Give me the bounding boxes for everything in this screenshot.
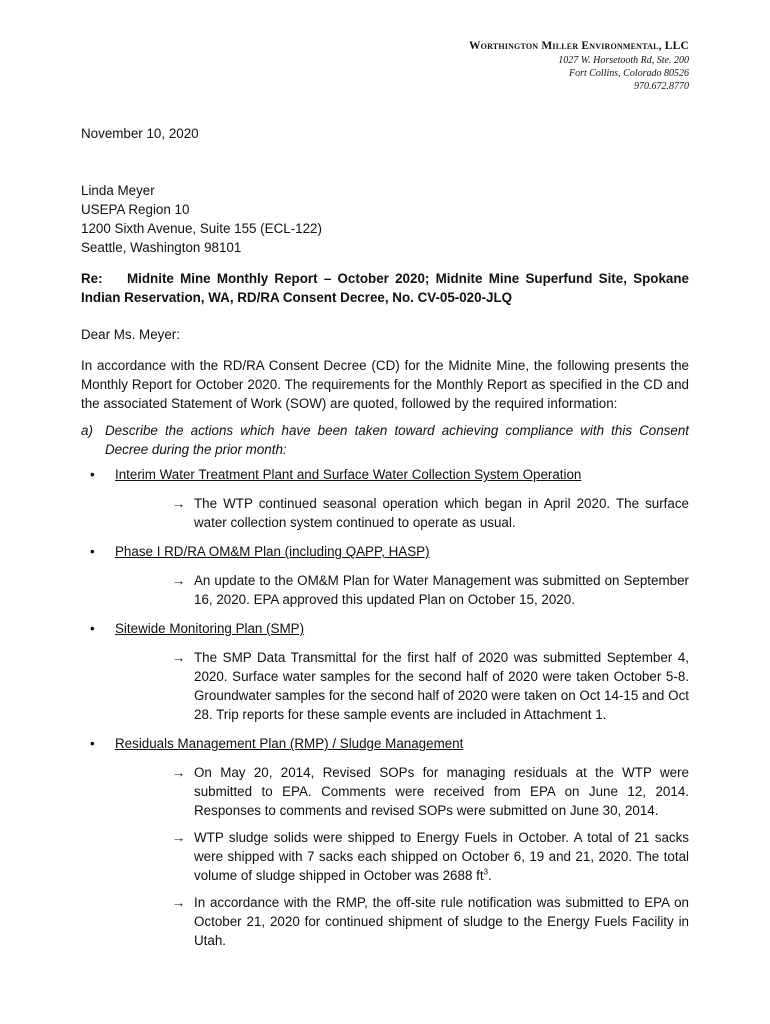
sub-item (115, 571, 689, 609)
bullet-icon: • (90, 467, 95, 482)
company-address-line-1: 1027 W. Horsetooth Rd, Ste. 200 (558, 55, 689, 66)
subject-label: Re: (81, 271, 103, 286)
sentence-end: . (488, 868, 492, 883)
sub-item-text: An update to the OM&M Plan for Water Management was submitted on September 16, 2020. EPA approved this updated Plan on October 15, 2020. (194, 573, 689, 607)
bullet-sub-items (115, 571, 689, 609)
bullet-item (81, 619, 689, 724)
recipient-street: 1200 Sixth Avenue, Suite 155 (ECL-122) (81, 221, 322, 236)
bullet-icon: • (90, 544, 95, 559)
bullet-icon: • (90, 736, 95, 751)
company-address-line-2: Fort Collins, Colorado 80526 (568, 68, 689, 79)
bullet-icon: • (90, 621, 95, 636)
subject-text: Midnite Mine Monthly Report – October 2020; Midnite Mine Superfund Site, Spokane Indian Reservation, WA, RD/RA Consent Decree, No. CV-05-020-JLQ (81, 271, 689, 305)
sub-item-text: On May 20, 2014, Revised SOPs for managing residuals at the WTP were submitted to EPA. Comments were received from EPA on June 12, 2014. Responses to comments and revised SOPs were submitted on June 30, 2014. (194, 765, 689, 818)
section-a-text: Describe the actions which have been taken toward achieving compliance with this Consent Decree during the prior month: (105, 423, 689, 457)
letter-date: November 10, 2020 (81, 126, 199, 141)
superscript-3: 3 (483, 867, 489, 877)
arrow-icon: → (172, 650, 186, 665)
company-name: Worthington Miller Environmental, LLC (468, 40, 689, 52)
bullet-title: Residuals Management Plan (RMP) / Sludge Management (115, 736, 464, 751)
arrow-icon: → (172, 895, 186, 910)
arrow-icon: → (172, 496, 186, 511)
sub-item (115, 893, 689, 950)
sub-item (115, 648, 689, 724)
bullet-title: Phase I RD/RA OM&M Plan (including QAPP, HASP) (115, 544, 430, 559)
sub-item-text: The SMP Data Transmittal for the first half of 2020 was submitted September 4, 2020. Surface water samples for the second half of 2020 were taken October 5-8. Groundwater samples for the second half of 2020 were taken on Oct 14-15 and Oct 28. Trip reports for these sample events are included in Attachment 1. (194, 650, 689, 722)
report-bullet-list (81, 465, 689, 950)
sub-item-text: In accordance with the RMP, the off-site rule notification was submitted to EPA on October 21, 2020 for continued shipment of sludge to the Energy Fuels Facility in Utah. (194, 895, 689, 948)
arrow-icon: → (172, 573, 186, 588)
section-a-heading (81, 421, 689, 459)
arrow-icon: → (172, 765, 186, 780)
bullet-sub-items (115, 648, 689, 724)
bullet-item (81, 542, 689, 609)
sub-item (115, 494, 689, 532)
company-phone: 970.672.8770 (634, 81, 689, 92)
subject-line (81, 269, 689, 307)
arrow-icon: → (172, 830, 186, 845)
recipient-address (81, 181, 689, 257)
bullet-sub-items (115, 494, 689, 532)
sub-item-text: WTP sludge solids were shipped to Energy Fuels in October. A total of 21 sacks were shipped with 7 sacks each shipped on October 6, 19 and 21, 2020. The total volume of sludge shipped in October was 2688 ft (194, 830, 689, 883)
bullet-title: Sitewide Monitoring Plan (SMP) (115, 621, 305, 636)
recipient-org: USEPA Region 10 (81, 202, 190, 217)
section-a-marker: a) (81, 423, 93, 438)
intro-paragraph: In accordance with the RD/RA Consent Decree (CD) for the Midnite Mine, the following presents the Monthly Report for October 2020. The requirements for the Monthly Report as specified in the CD and the associated Statement of Work (SOW) are quoted, followed by the required information: (81, 358, 689, 411)
bullet-title: Interim Water Treatment Plant and Surface Water Collection System Operation (115, 467, 582, 482)
recipient-city: Seattle, Washington 98101 (81, 240, 242, 255)
sub-item (115, 763, 689, 820)
recipient-name: Linda Meyer (81, 183, 155, 198)
letterhead (469, 38, 689, 93)
sub-item-text: The WTP continued seasonal operation which began in April 2020. The surface water collection system continued to operate as usual. (194, 496, 689, 530)
sub-item (115, 828, 689, 885)
bullet-sub-items (115, 763, 689, 950)
bullet-item (81, 465, 689, 532)
salutation: Dear Ms. Meyer: (81, 327, 180, 342)
letter-body (81, 124, 689, 960)
bullet-item (81, 734, 689, 950)
